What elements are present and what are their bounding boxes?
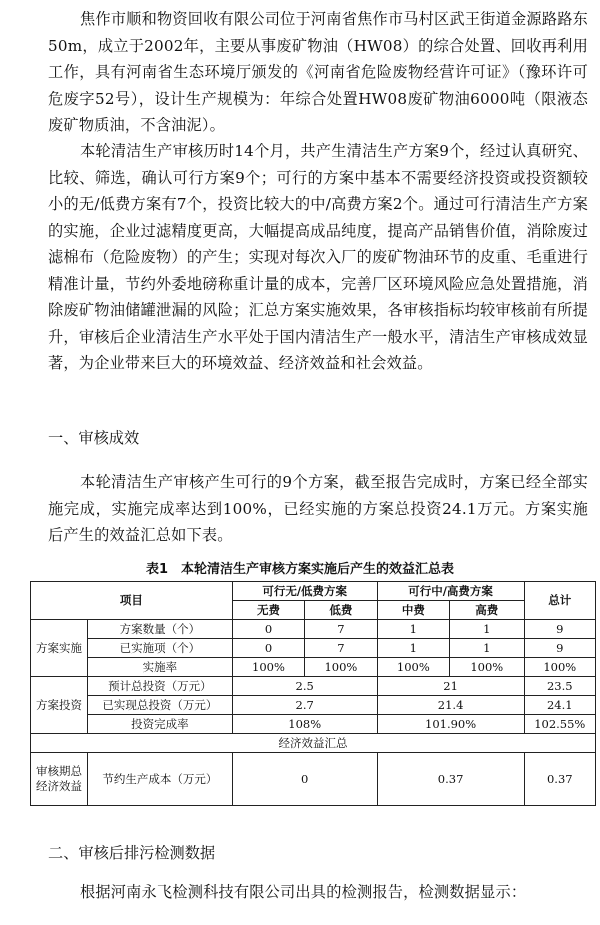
- benefit-summary-table: [30, 581, 596, 806]
- header-item: 项目: [31, 582, 233, 620]
- intro-paragraph-2: 本轮清洁生产审核历时14个月，共产生清洁生产方案9个，经过认真研究、比较、筛选，确认可行方案9个；可行的方案中基本不需要经济投资或投资额较小的无/低费方案有7个，投资比较大的中/高费方案2个。通过可行清洁生产方案的实施，企业过滤精度更高，大幅提高成品纯度，提高产品销售价值，消除废过滤棉布（危险废物）的产生；实现对每次入厂的废矿物油环节的皮重、毛重进行精准计量，节约外委地磅称重计量的成本，完善厂区环境风险应急处置措施，消除废矿物油储罐泄漏的风险；汇总方案实施效果，各审核指标均较审核前有所提升，审核后企业清洁生产水平处于国内清洁生产一般水平，清洁生产审核成效显著，为企业带来巨大的环境效益、经济效益和社会效益。: [48, 142, 588, 372]
- section-heading-2: 二、审核后排污检测数据: [48, 844, 216, 862]
- header-high-fee: 高费: [450, 601, 525, 620]
- table-row: [31, 639, 596, 658]
- table-cell: 0: [232, 620, 304, 639]
- group-label: 方案投资: [31, 677, 88, 734]
- economic-summary-label: 经济效益汇总: [31, 734, 596, 753]
- table-cell: 2.7: [232, 696, 377, 715]
- table-row: [31, 715, 596, 734]
- header-low-fee: 低费: [305, 601, 377, 620]
- table-cell: 100%: [305, 658, 377, 677]
- intro-paragraph-1: 焦作市顺和物资回收有限公司位于河南省焦作市马村区武王街道金源路路东50m，成立于2002年，主要从事废矿物油（HW08）的综合处置、回收再利用工作，具有河南省生态环境厅颁发的《河南省危险废物经营许可证》（豫环许可危废字52号），设计生产规模为：年综合处置HW08废矿物油6000吨（限液态废矿物质油，不含油泥）。: [48, 10, 588, 134]
- table-cell: 2.5: [232, 677, 377, 696]
- header-high-cost: 可行中/高费方案: [377, 582, 524, 601]
- table-row: [31, 677, 596, 696]
- table-cell: 9: [524, 639, 595, 658]
- header-mid-fee: 中费: [377, 601, 449, 620]
- table-cell: 100%: [450, 658, 525, 677]
- table-cell: 0: [232, 753, 377, 806]
- table-cell: 100%: [232, 658, 304, 677]
- row-label: 预计总投资（万元）: [87, 677, 232, 696]
- table-cell: 7: [305, 639, 377, 658]
- table-row: [31, 753, 596, 806]
- table-cell: 101.90%: [377, 715, 524, 734]
- table-cell: 24.1: [524, 696, 595, 715]
- header-total: 总计: [524, 582, 595, 620]
- table-cell: 102.55%: [524, 715, 595, 734]
- group-label: 方案实施: [31, 620, 88, 677]
- table-header-row-1: [31, 582, 596, 601]
- table-row: [31, 734, 596, 753]
- section1-paragraph: 本轮清洁生产审核产生可行的9个方案，截至报告完成时，方案已经全部实施完成，实施完成率达到100%，已经实施的方案总投资24.1万元。方案实施后产生的效益汇总如下表。: [48, 473, 588, 544]
- table-cell: 1: [450, 620, 525, 639]
- table-cell: 9: [524, 620, 595, 639]
- table-cell: 1: [377, 639, 449, 658]
- section2-paragraph: 根据河南永飞检测科技有限公司出具的检测报告，检测数据显示：: [80, 883, 527, 901]
- table-row: [31, 620, 596, 639]
- table-cell: 108%: [232, 715, 377, 734]
- header-no-cost: 无费: [232, 601, 304, 620]
- row-label: 节约生产成本（万元）: [87, 753, 232, 806]
- row-label: 投资完成率: [87, 715, 232, 734]
- table-cell: 21: [377, 677, 524, 696]
- table-caption: 表1 本轮清洁生产审核方案实施后产生的效益汇总表: [145, 562, 455, 577]
- table-cell: 1: [377, 620, 449, 639]
- table-cell: 21.4: [377, 696, 524, 715]
- table-row: [31, 658, 596, 677]
- row-label: 已实施项（个）: [87, 639, 232, 658]
- table-cell: 100%: [524, 658, 595, 677]
- row-label: 已实现总投资（万元）: [87, 696, 232, 715]
- header-low-cost: 可行无/低费方案: [232, 582, 377, 601]
- table-cell: 0.37: [524, 753, 595, 806]
- table-row: [31, 696, 596, 715]
- group-label: 审核期总经济效益: [31, 753, 88, 806]
- table-cell: 1: [450, 639, 525, 658]
- row-label: 方案数量（个）: [87, 620, 232, 639]
- table-cell: 23.5: [524, 677, 595, 696]
- table-cell: 7: [305, 620, 377, 639]
- table-cell: 100%: [377, 658, 449, 677]
- section-heading-1: 一、审核成效: [48, 429, 140, 447]
- table-cell: 0.37: [377, 753, 524, 806]
- table-cell: 0: [232, 639, 304, 658]
- row-label: 实施率: [87, 658, 232, 677]
